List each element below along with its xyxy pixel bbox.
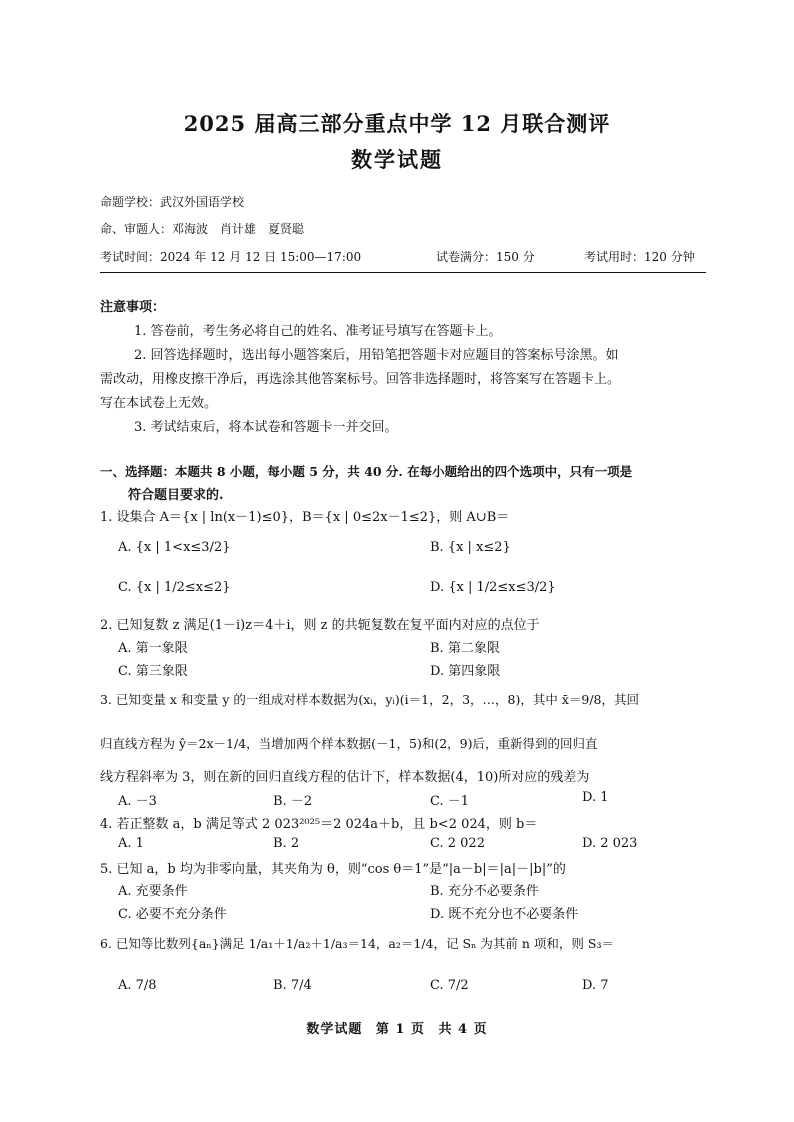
q2-option-c: C. 第三象限 [118,664,188,679]
q1-stem: 1. 设集合 A＝{x | ln(x－1)≤0}，B＝{x | 0≤2x－1≤2}，则 A∪B＝ [100,510,510,525]
note-2-line-3: 写在本试卷上无效。 [100,396,218,411]
q4-stem: 4. 若正整数 a，b 满足等式 2 023²⁰²⁵＝2 024a＋b，且 b<2 024，则 b＝ [100,817,538,832]
q4-option-d: D. 2 023 [582,836,638,851]
info-time: 考试时间：2024 年 12 月 12 日 15:00—17:00 [100,250,362,264]
page-subtitle: 数学试题 [351,147,443,172]
q4-option-c: C. 2 022 [430,836,485,851]
q3-option-a: A. －3 [118,794,157,809]
q2-option-d: D. 第四象限 [430,664,501,679]
q1-option-d: D. {x | 1/2≤x≤3/2} [430,580,556,595]
q6-option-b: B. 7/4 [273,978,312,993]
q3-stem-line-2: 归直线方程为 ŷ＝2x－1/4，当增加两个样本数据(－1，5)和(2，9)后，重新得到的回归直 [100,736,598,751]
q6-option-a: A. 7/8 [118,978,157,993]
q1-option-b: B. {x | x≤2} [430,540,511,555]
q5-option-a: A. 充要条件 [118,884,188,899]
q3-stem-line-1: 3. 已知变量 x 和变量 y 的一组成对样本数据为(xᵢ，yᵢ)(i＝1，2，3，…，8)，其中 x̄＝9/8，其回 [100,692,640,707]
q2-option-b: B. 第二象限 [430,641,500,656]
q5-stem: 5. 已知 a，b 均为非零向量，其夹角为 θ，则“cos θ＝1”是“|a－b|＝|a|－|b|”的 [100,862,566,877]
q3-option-c: C. －1 [430,794,470,809]
footer-total: 共 4 页 [438,1022,488,1037]
notes-heading: 注意事项： [100,300,166,315]
q3-option-d: D. 1 [582,790,609,805]
section-heading: 一、选择题：本题共 8 小题，每小题 5 分，共 40 分. 在每小题给出的四个选项中，只有一项是 [100,464,633,479]
q4-option-a: A. 1 [118,836,144,851]
section-heading-cont: 符合题目要求的. [128,488,224,503]
q5-option-d: D. 既不充分也不必要条件 [430,907,579,922]
q6-option-c: C. 7/2 [430,978,469,993]
q1-option-a: A. {x | 1<x≤3/2} [118,540,231,555]
q1-option-c: C. {x | 1/2≤x≤2} [118,580,231,595]
footer-subject: 数学试题 [306,1022,363,1037]
info-full-score: 试卷满分：150 分 [436,250,535,264]
q6-option-d: D. 7 [582,978,609,993]
page-title: 2025 届高三部分重点中学 12 月联合测评 [183,111,611,136]
q3-stem-line-3: 线方程斜率为 3，则在新的回归直线方程的估计下，样本数据(4，10)所对应的残差为 [100,770,590,785]
info-authors: 命、审题人：邓海波 肖计雄 夏贤聪 [100,222,305,236]
q4-option-b: B. 2 [273,836,300,851]
info-school: 命题学校：武汉外国语学校 [100,195,245,209]
info-duration: 考试用时：120 分钟 [584,250,695,264]
q5-option-c: C. 必要不充分条件 [118,907,227,922]
q2-option-a: A. 第一象限 [118,641,188,656]
note-1: 1. 答卷前，考生务必将自己的姓名、准考证号填写在答题卡上。 [134,324,502,339]
page-footer [0,1018,794,1037]
q2-stem: 2. 已知复数 z 满足(1－i)z＝4＋i，则 z 的共轭复数在复平面内对应的点位于 [100,618,540,633]
q3-option-b: B. －2 [273,794,313,809]
footer-page: 第 1 页 [375,1022,425,1037]
header-divider [100,272,706,273]
note-2-line-1: 2. 回答选择题时，选出每小题答案后，用铅笔把答题卡对应题目的答案标号涂黑。如 [134,348,619,363]
note-3: 3. 考试结束后，将本试卷和答题卡一并交回。 [134,420,398,435]
note-2-line-2: 需改动，用橡皮擦干净后，再选涂其他答案标号。回答非选择题时，将答案写在答题卡上。 [100,372,621,387]
q5-option-b: B. 充分不必要条件 [430,884,539,899]
q6-stem: 6. 已知等比数列{aₙ}满足 1/a₁＋1/a₂＋1/a₃＝14，a₂＝1/4，记 Sₙ 为其前 n 项和，则 S₃＝ [100,936,614,951]
